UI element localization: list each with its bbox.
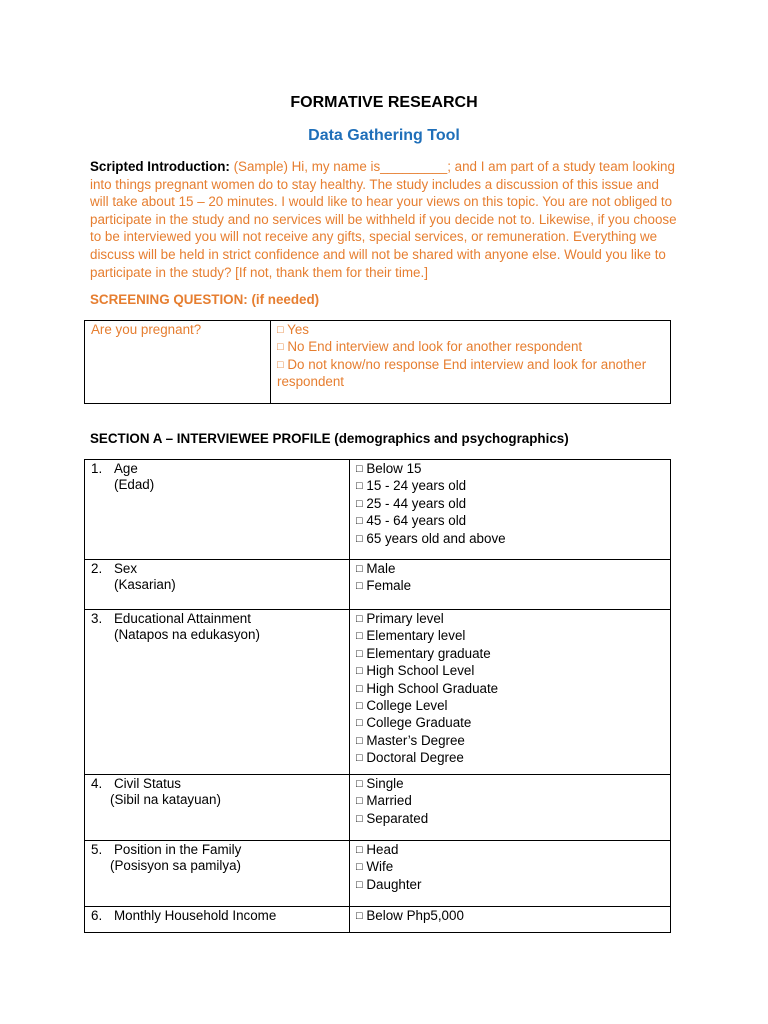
- checkbox-icon[interactable]: □: [356, 580, 363, 593]
- option-item[interactable]: □ Separated: [356, 810, 429, 826]
- options-cell: [350, 610, 671, 775]
- option-item[interactable]: □ No End interview and look for another respondent: [277, 339, 583, 355]
- question-number: 6.: [91, 908, 103, 923]
- question-translation: (Edad): [114, 477, 155, 493]
- table-row: [85, 610, 671, 775]
- options-cell: [350, 775, 671, 841]
- question-label: Age: [114, 461, 138, 476]
- page-subtitle: Data Gathering Tool: [308, 127, 460, 144]
- scripted-introduction: [90, 158, 680, 281]
- intro-label: Scripted Introduction:: [90, 159, 230, 174]
- option-item[interactable]: □ Do not know/no response End interview and look for another respondent: [277, 356, 647, 390]
- option-item[interactable]: □ Elementary level: [356, 628, 466, 644]
- checkbox-icon[interactable]: □: [356, 630, 363, 643]
- question-number: 5.: [91, 842, 103, 857]
- question-number: 4.: [91, 776, 103, 791]
- checkbox-icon[interactable]: □: [356, 480, 363, 493]
- checkbox-icon[interactable]: □: [356, 752, 363, 765]
- question-translation: (Natapos na edukasyon): [114, 627, 260, 643]
- checkbox-icon[interactable]: □: [356, 878, 363, 891]
- screening-table: [84, 320, 671, 404]
- question-translation: (Sibil na katayuan): [110, 792, 221, 808]
- checkbox-icon[interactable]: □: [356, 717, 363, 730]
- option-item[interactable]: □ Female: [356, 578, 412, 594]
- checkbox-icon[interactable]: □: [356, 497, 363, 510]
- question-cell: [85, 610, 350, 775]
- question-label: Educational Attainment: [114, 611, 251, 626]
- checkbox-icon[interactable]: □: [277, 324, 284, 336]
- options-cell: [350, 907, 671, 933]
- checkbox-icon[interactable]: □: [356, 812, 363, 825]
- intro-text: (Sample) Hi, my name is_________; and I am part of a study team looking into things pregnant women do to stay healthy. The study includes a discussion of this issue and will take about 15 – 20 minutes. I would like to hear your views on this topic. You are not obliged to participate in the study and no services will be withheld if you decide not to. Likewise, if you choose to be interviewed you will not receive any gifts, special services, or remuneration. Everything we discuss will be held in strict confidence and will not be shared with anyone else. Would you like to participate in the study? [If not, thank them for their time.]: [90, 159, 677, 280]
- checkbox-icon[interactable]: □: [356, 665, 363, 678]
- options-cell: [350, 560, 671, 610]
- checkbox-icon[interactable]: □: [356, 795, 363, 808]
- question-cell: [85, 841, 350, 907]
- screening-heading: SCREENING QUESTION: (if needed): [90, 292, 320, 307]
- option-item[interactable]: □ 45 - 64 years old: [356, 513, 467, 529]
- option-item[interactable]: □ Below Php5,000: [356, 908, 464, 923]
- checkbox-icon[interactable]: □: [356, 861, 363, 874]
- checkbox-icon[interactable]: □: [277, 358, 284, 371]
- checkbox-icon[interactable]: □: [356, 563, 363, 575]
- question-number: 3.: [91, 611, 103, 626]
- page-title: FORMATIVE RESEARCH: [290, 94, 478, 111]
- checkbox-icon[interactable]: □: [277, 341, 284, 354]
- option-item[interactable]: □ Primary level: [356, 611, 444, 626]
- question-cell: [85, 560, 350, 610]
- options-cell: [350, 460, 671, 560]
- question-number: 2.: [91, 561, 103, 576]
- section-a-heading: SECTION A – INTERVIEWEE PROFILE (demographics and psychographics): [90, 431, 569, 446]
- question-cell: [85, 775, 350, 841]
- option-item[interactable]: □ Daughter: [356, 876, 422, 892]
- question-cell: [85, 907, 350, 933]
- option-item[interactable]: □ Wife: [356, 859, 394, 875]
- table-row: [85, 841, 671, 907]
- question-number: 1.: [91, 461, 103, 476]
- option-item[interactable]: □ College Level: [356, 698, 448, 714]
- checkbox-icon[interactable]: □: [356, 532, 363, 545]
- checkbox-icon[interactable]: □: [356, 613, 363, 625]
- option-item[interactable]: □ College Graduate: [356, 715, 472, 731]
- checkbox-icon[interactable]: □: [356, 910, 363, 922]
- checkbox-icon[interactable]: □: [356, 844, 363, 856]
- option-item[interactable]: □ Yes: [277, 322, 309, 337]
- table-row: [85, 321, 671, 404]
- question-label: Civil Status: [114, 776, 181, 791]
- option-item[interactable]: □ Elementary graduate: [356, 645, 491, 661]
- option-item[interactable]: □ High School Graduate: [356, 680, 499, 696]
- checkbox-icon[interactable]: □: [356, 778, 363, 790]
- option-item[interactable]: □ 25 - 44 years old: [356, 495, 467, 511]
- option-item[interactable]: □ Doctoral Degree: [356, 750, 464, 766]
- checkbox-icon[interactable]: □: [356, 682, 363, 695]
- option-item[interactable]: □ Married: [356, 793, 412, 809]
- profile-table: [84, 459, 671, 933]
- checkbox-icon[interactable]: □: [356, 734, 363, 747]
- option-item[interactable]: □ Head: [356, 842, 399, 857]
- checkbox-icon[interactable]: □: [356, 647, 363, 660]
- table-row: [85, 560, 671, 610]
- checkbox-icon[interactable]: □: [356, 515, 363, 528]
- table-row: [85, 460, 671, 560]
- table-row: [85, 907, 671, 933]
- option-item[interactable]: □ Male: [356, 561, 396, 576]
- table-row: [85, 775, 671, 841]
- option-item[interactable]: □ Below 15: [356, 461, 422, 476]
- option-item[interactable]: □ 15 - 24 years old: [356, 478, 467, 494]
- question-label: Monthly Household Income: [114, 908, 277, 923]
- question-cell: [85, 460, 350, 560]
- option-item[interactable]: □ Master’s Degree: [356, 732, 465, 748]
- checkbox-icon[interactable]: □: [356, 700, 363, 713]
- question-translation: (Kasarian): [114, 577, 176, 593]
- option-item[interactable]: □ High School Level: [356, 663, 475, 679]
- screening-options: [271, 321, 671, 404]
- question-translation: (Posisyon sa pamilya): [110, 858, 241, 874]
- question-label: Sex: [114, 561, 138, 576]
- checkbox-icon[interactable]: □: [356, 463, 363, 475]
- screening-question: Are you pregnant?: [85, 321, 271, 404]
- question-label: Position in the Family: [114, 842, 242, 857]
- option-item[interactable]: □ Single: [356, 776, 404, 791]
- option-item[interactable]: □ 65 years old and above: [356, 530, 506, 546]
- options-cell: [350, 841, 671, 907]
